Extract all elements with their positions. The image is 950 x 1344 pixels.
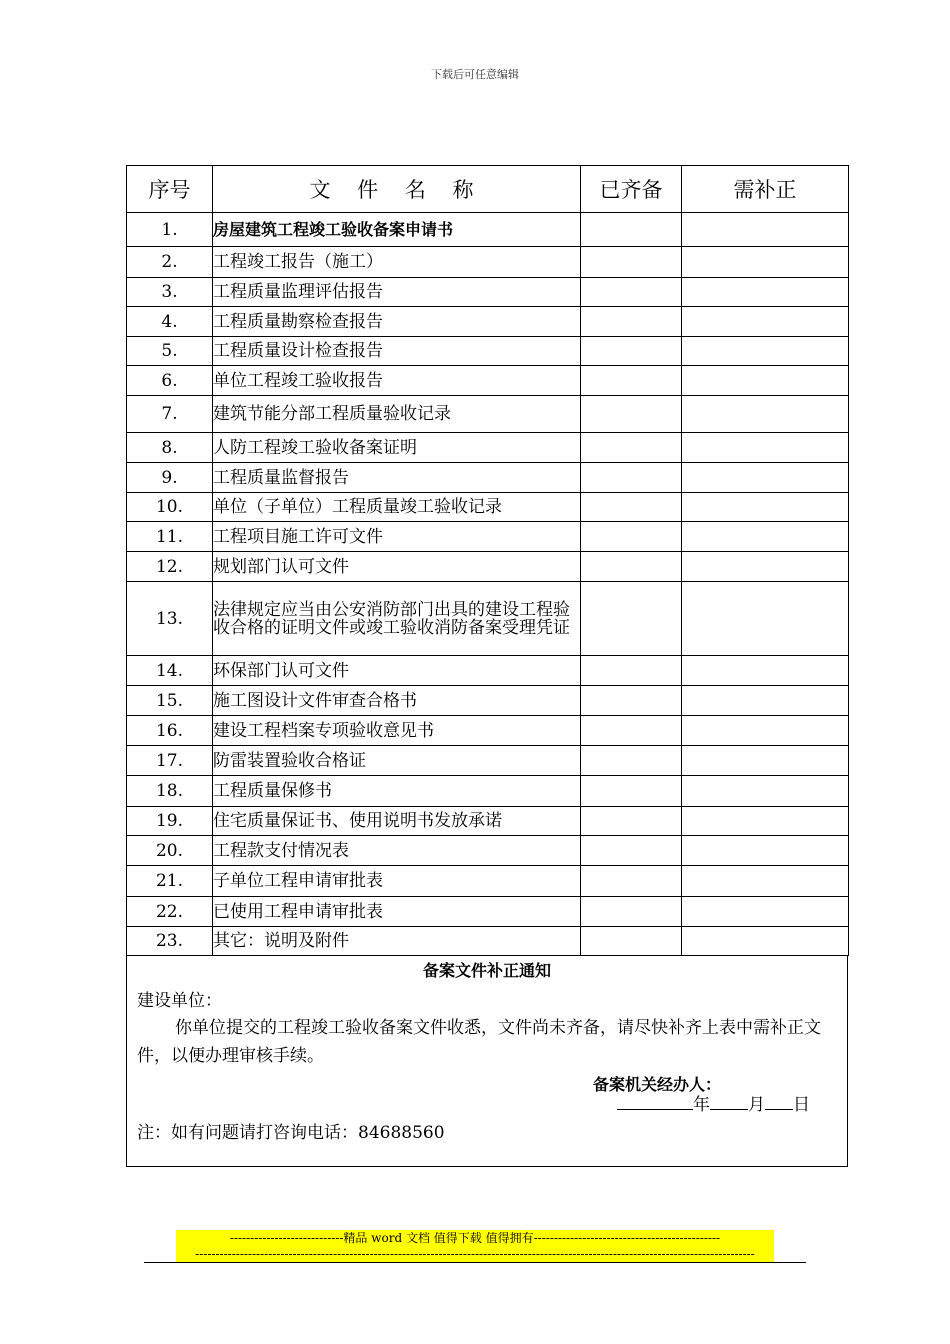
- row-file-name: 建筑节能分部工程质量验收记录: [213, 396, 581, 433]
- row-file-name: 防雷装置验收合格证: [213, 746, 581, 776]
- row-serial-no: 11.: [127, 522, 213, 552]
- row-file-name: 工程质量监理评估报告: [213, 278, 581, 307]
- row-ready-cell[interactable]: [581, 836, 682, 866]
- table-row: [127, 866, 849, 897]
- header-serial-no: 序号: [127, 166, 213, 213]
- row-serial-no: 14.: [127, 656, 213, 686]
- row-serial-no: 9.: [127, 463, 213, 493]
- row-ready-cell[interactable]: [581, 366, 682, 396]
- row-serial-no: 18.: [127, 776, 213, 807]
- row-file-name: 人防工程竣工验收备案证明: [213, 433, 581, 463]
- row-ready-cell[interactable]: [581, 716, 682, 746]
- month-blank: [710, 1093, 748, 1110]
- row-file-name: 工程款支付情况表: [213, 836, 581, 866]
- row-serial-no: 7.: [127, 396, 213, 433]
- table-row: [127, 433, 849, 463]
- document-checklist-table: [126, 165, 849, 956]
- row-file-name: 其它：说明及附件: [213, 927, 581, 956]
- row-needs-correction-cell[interactable]: [682, 247, 849, 278]
- row-needs-correction-cell[interactable]: [682, 493, 849, 522]
- row-file-name: 法律规定应当由公安消防部门出具的建设工程验收合格的证明文件或竣工验收消防备案受理凭证: [213, 582, 581, 656]
- row-file-name: 规划部门认可文件: [213, 552, 581, 582]
- table-row: [127, 746, 849, 776]
- row-ready-cell[interactable]: [581, 582, 682, 656]
- table-row: [127, 656, 849, 686]
- row-needs-correction-cell[interactable]: [682, 213, 849, 247]
- handler-label: 备案机关经办人：: [593, 1075, 722, 1094]
- notice-body: 你单位提交的工程竣工验收备案文件收悉，文件尚未齐备，请尽快补齐上表中需补正文件，以便办理审核手续。: [137, 1018, 821, 1066]
- row-needs-correction-cell[interactable]: [682, 686, 849, 716]
- row-serial-no: 16.: [127, 716, 213, 746]
- footer-banner: [176, 1230, 774, 1262]
- table-row: [127, 582, 849, 656]
- row-ready-cell[interactable]: [581, 522, 682, 552]
- row-serial-no: 3.: [127, 278, 213, 307]
- row-needs-correction-cell[interactable]: [682, 463, 849, 493]
- row-ready-cell[interactable]: [581, 807, 682, 836]
- row-file-name: 住宅质量保证书、使用说明书发放承诺: [213, 807, 581, 836]
- table-row: [127, 307, 849, 337]
- table-row: [127, 213, 849, 247]
- row-serial-no: 4.: [127, 307, 213, 337]
- row-file-name: 环保部门认可文件: [213, 656, 581, 686]
- row-file-name: 已使用工程申请审批表: [213, 897, 581, 927]
- row-ready-cell[interactable]: [581, 866, 682, 897]
- row-needs-correction-cell[interactable]: [682, 337, 849, 366]
- row-needs-correction-cell[interactable]: [682, 278, 849, 307]
- row-needs-correction-cell[interactable]: [682, 307, 849, 337]
- table-row: [127, 493, 849, 522]
- row-ready-cell[interactable]: [581, 776, 682, 807]
- table-row: [127, 836, 849, 866]
- row-serial-no: 20.: [127, 836, 213, 866]
- row-needs-correction-cell[interactable]: [682, 776, 849, 807]
- row-needs-correction-cell[interactable]: [682, 366, 849, 396]
- row-file-name: 房屋建筑工程竣工验收备案申请书: [213, 213, 581, 247]
- row-ready-cell[interactable]: [581, 463, 682, 493]
- row-file-name: 工程质量设计检查报告: [213, 337, 581, 366]
- table-row: [127, 686, 849, 716]
- row-needs-correction-cell[interactable]: [682, 582, 849, 656]
- row-serial-no: 5.: [127, 337, 213, 366]
- row-file-name: 工程质量勘察检查报告: [213, 307, 581, 337]
- row-ready-cell[interactable]: [581, 746, 682, 776]
- row-needs-correction-cell[interactable]: [682, 716, 849, 746]
- month-label: 月: [748, 1095, 765, 1115]
- row-ready-cell[interactable]: [581, 278, 682, 307]
- row-ready-cell[interactable]: [581, 307, 682, 337]
- row-ready-cell[interactable]: [581, 897, 682, 927]
- row-ready-cell[interactable]: [581, 656, 682, 686]
- header-needs-correction: 需补正: [682, 166, 849, 213]
- row-serial-no: 23.: [127, 927, 213, 956]
- row-needs-correction-cell[interactable]: [682, 522, 849, 552]
- row-file-name: 单位（子单位）工程质量竣工验收记录: [213, 493, 581, 522]
- day-label: 日: [793, 1095, 810, 1115]
- row-serial-no: 15.: [127, 686, 213, 716]
- table-row: [127, 776, 849, 807]
- row-ready-cell[interactable]: [581, 686, 682, 716]
- row-needs-correction-cell[interactable]: [682, 746, 849, 776]
- footer-rule: [144, 1262, 806, 1263]
- row-ready-cell[interactable]: [581, 337, 682, 366]
- row-needs-correction-cell[interactable]: [682, 927, 849, 956]
- construction-unit-label: 建设单位：: [137, 991, 222, 1011]
- row-needs-correction-cell[interactable]: [682, 866, 849, 897]
- correction-notice: [126, 956, 848, 1167]
- row-serial-no: 8.: [127, 433, 213, 463]
- table-row: [127, 552, 849, 582]
- table-row: [127, 807, 849, 836]
- row-ready-cell[interactable]: [581, 552, 682, 582]
- row-ready-cell[interactable]: [581, 396, 682, 433]
- row-file-name: 建设工程档案专项验收意见书: [213, 716, 581, 746]
- row-ready-cell[interactable]: [581, 247, 682, 278]
- contact-note: 注：如有问题请打咨询电话：84688560: [137, 1123, 445, 1143]
- row-serial-no: 10.: [127, 493, 213, 522]
- row-ready-cell[interactable]: [581, 927, 682, 956]
- row-file-name: 工程竣工报告（施工）: [213, 247, 581, 278]
- table-row: [127, 463, 849, 493]
- row-serial-no: 19.: [127, 807, 213, 836]
- row-file-name: 单位工程竣工验收报告: [213, 366, 581, 396]
- row-serial-no: 17.: [127, 746, 213, 776]
- table-header-row: [127, 166, 849, 213]
- day-blank: [765, 1093, 793, 1110]
- row-needs-correction-cell[interactable]: [682, 807, 849, 836]
- row-file-name: 工程质量监督报告: [213, 463, 581, 493]
- table-row: [127, 247, 849, 278]
- row-needs-correction-cell[interactable]: [682, 656, 849, 686]
- date-line: [617, 1090, 810, 1115]
- row-ready-cell[interactable]: [581, 213, 682, 247]
- table-row: [127, 897, 849, 927]
- table-row: [127, 278, 849, 307]
- year-blank: [617, 1093, 693, 1110]
- table-row: [127, 396, 849, 433]
- table-row: [127, 366, 849, 396]
- row-needs-correction-cell[interactable]: [682, 552, 849, 582]
- row-needs-correction-cell[interactable]: [682, 836, 849, 866]
- row-ready-cell[interactable]: [581, 493, 682, 522]
- row-file-name: 工程质量保修书: [213, 776, 581, 807]
- header-note: 下载后可任意编辑: [431, 68, 519, 81]
- header-ready: 已齐备: [581, 166, 682, 213]
- row-ready-cell[interactable]: [581, 433, 682, 463]
- row-needs-correction-cell[interactable]: [682, 396, 849, 433]
- table-row: [127, 337, 849, 366]
- row-file-name: 子单位工程申请审批表: [213, 866, 581, 897]
- row-serial-no: 13.: [127, 582, 213, 656]
- table-row: [127, 927, 849, 956]
- notice-title: 备案文件补正通知: [422, 961, 551, 980]
- row-serial-no: 6.: [127, 366, 213, 396]
- year-label: 年: [693, 1095, 710, 1115]
- row-serial-no: 12.: [127, 552, 213, 582]
- row-needs-correction-cell[interactable]: [682, 433, 849, 463]
- row-serial-no: 2.: [127, 247, 213, 278]
- row-serial-no: 1.: [127, 213, 213, 247]
- row-needs-correction-cell[interactable]: [682, 897, 849, 927]
- header-file-name: 文 件 名 称: [213, 166, 581, 213]
- table-row: [127, 716, 849, 746]
- footer-line-1: ----------------------------精品 word 文档 值得下载 值得拥有----------------------------------------------: [229, 1231, 721, 1245]
- row-serial-no: 22.: [127, 897, 213, 927]
- table-row: [127, 522, 849, 552]
- row-serial-no: 21.: [127, 866, 213, 897]
- row-file-name: 工程项目施工许可文件: [213, 522, 581, 552]
- row-file-name: 施工图设计文件审查合格书: [213, 686, 581, 716]
- footer-line-2: ------------------------------------------------------------------------------------------------------------------------------------------: [195, 1247, 755, 1261]
